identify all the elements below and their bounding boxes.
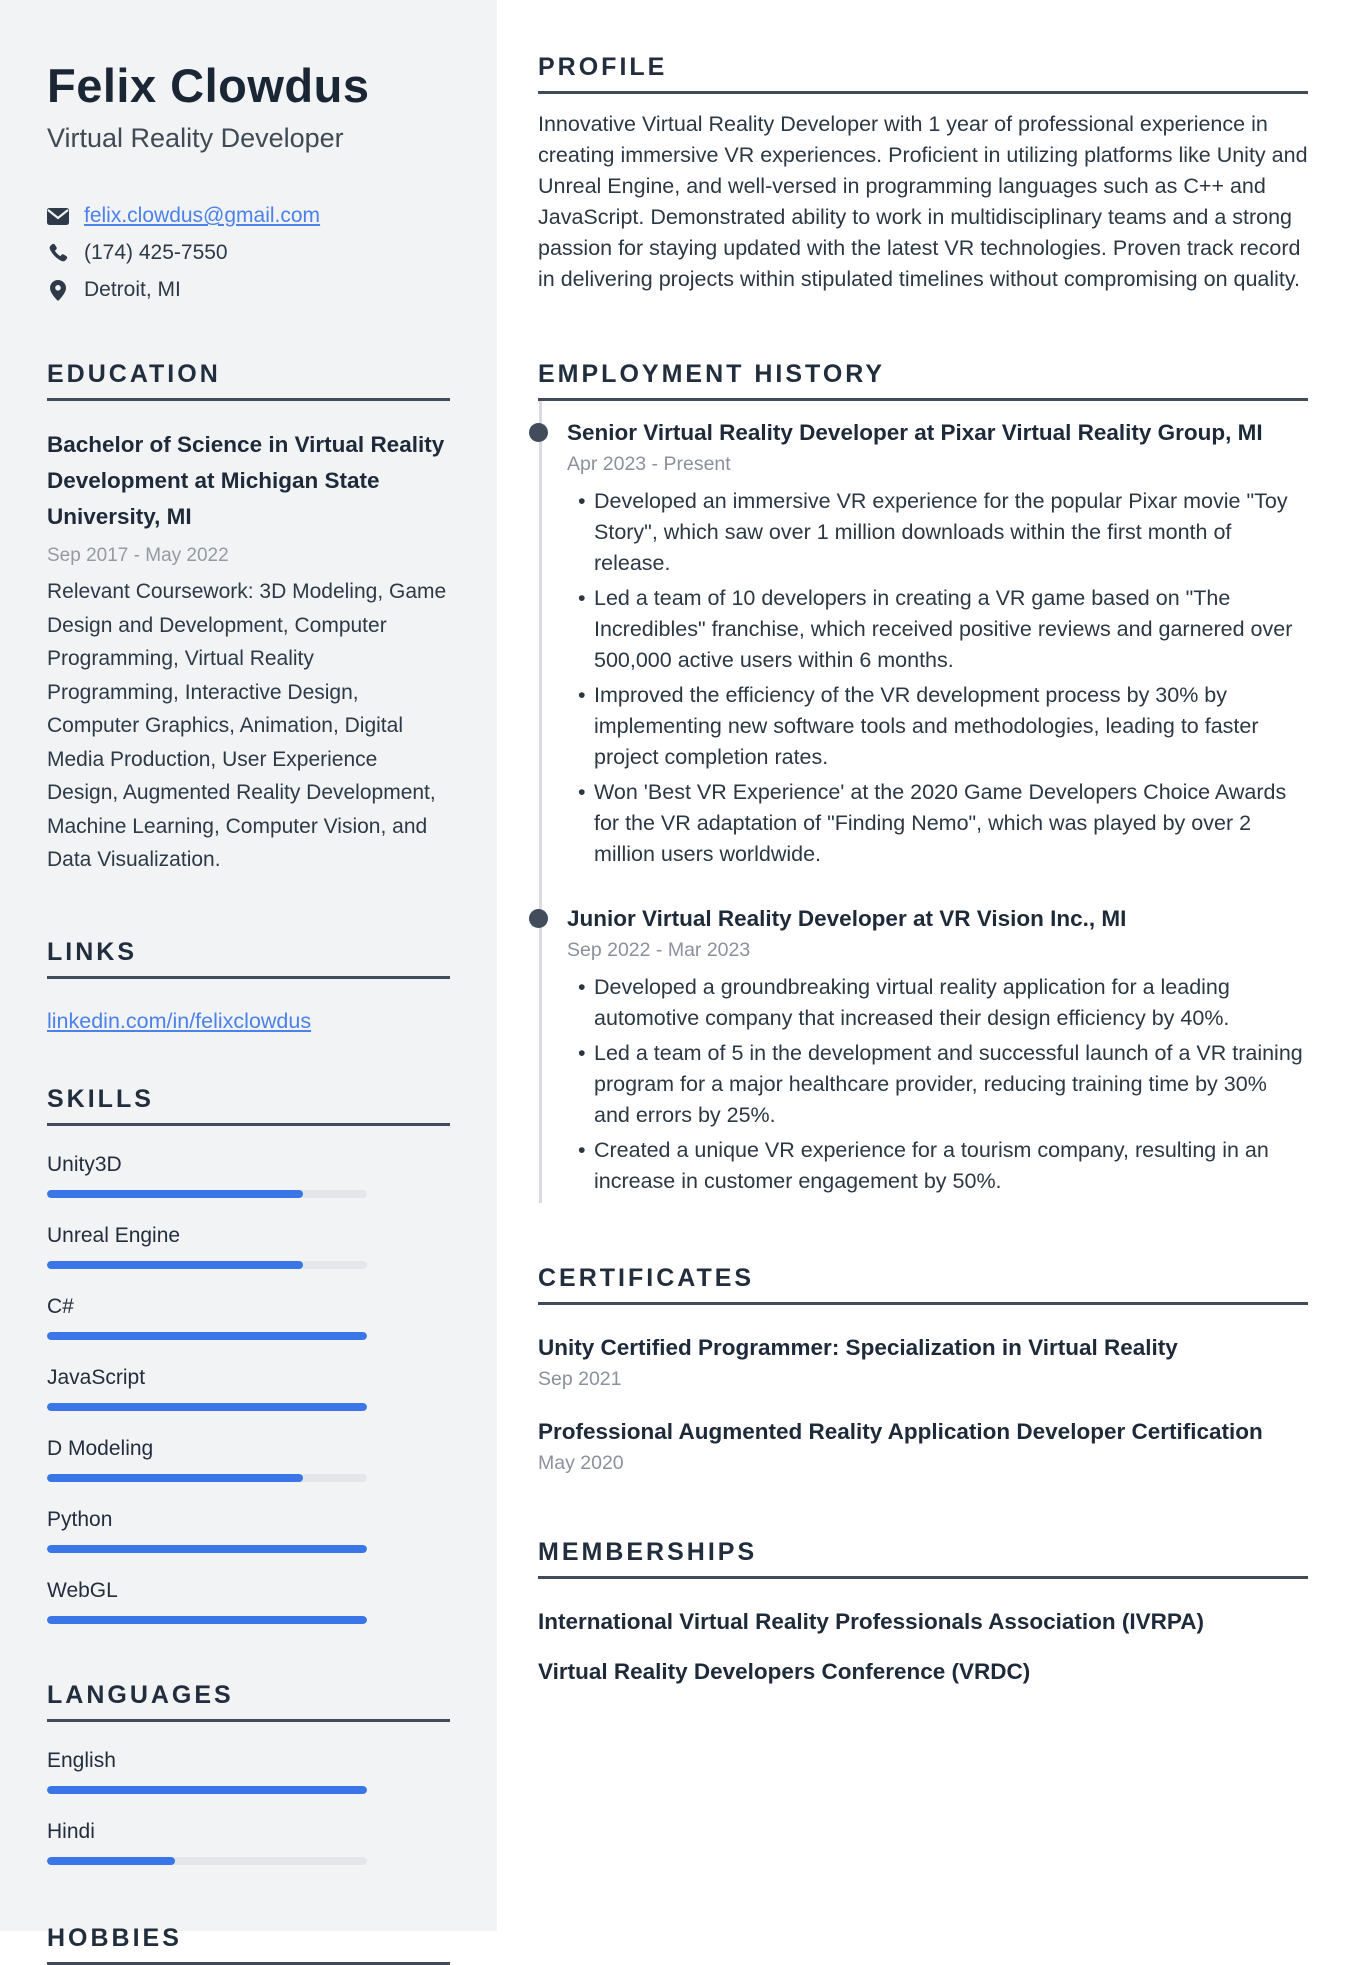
job-title: Junior Virtual Reality Developer at VR Vision Inc., MI <box>567 906 1127 931</box>
sidebar <box>0 0 497 1952</box>
job-bullet: • Led a team of 10 developers in creating a VR game based on "The Incredibles" franchise, which received positive reviews and garnered over 500,000 active users within 6 months. <box>567 583 1308 676</box>
job-bullet: • Led a team of 5 in the development and successful launch of a VR training program for a major healthcare provider, reducing training time by 30% and errors by 25%. <box>567 1038 1308 1131</box>
language-bar-track <box>47 1786 367 1794</box>
employment-section <box>538 359 1308 1203</box>
location-pin-icon <box>47 279 69 301</box>
certificate-title: Unity Certified Programmer: Specialization in Virtual Reality <box>538 1335 1178 1360</box>
contact-phone-row <box>47 241 450 265</box>
skill-bar-track <box>47 1545 367 1553</box>
employment-heading: EMPLOYMENT HISTORY <box>538 359 1308 401</box>
skill-bar-fill <box>47 1403 367 1411</box>
skill-label: D Modeling <box>47 1436 154 1460</box>
timeline-dot-icon <box>529 909 548 928</box>
job-bullet: • Developed a groundbreaking virtual reality application for a leading automotive company that increased their design efficiency by 40%. <box>567 972 1308 1034</box>
skill-bar-fill <box>47 1616 367 1624</box>
job-bullet: • Improved the efficiency of the VR development process by 30% by implementing new software tools and methodologies, leading to faster project completion rates. <box>567 680 1308 773</box>
phone-number: (174) 425-7550 <box>84 241 228 264</box>
job-title: Senior Virtual Reality Developer at Pixar Virtual Reality Group, MI <box>567 420 1263 445</box>
memberships-heading: MEMBERSHIPS <box>538 1537 1308 1579</box>
job-entry <box>567 904 1308 1197</box>
location-text: Detroit, MI <box>84 278 181 301</box>
hobbies-heading: HOBBIES <box>47 1923 450 1965</box>
job-dates: Apr 2023 - Present <box>567 453 731 475</box>
skill-bar-track <box>47 1261 367 1269</box>
skill-bar-track <box>47 1332 367 1340</box>
skill-bar-fill <box>47 1190 303 1198</box>
skill-bar-fill <box>47 1261 303 1269</box>
skill-label: Python <box>47 1507 113 1531</box>
profile-text: Innovative Virtual Reality Developer with 1 year of professional experience in creating immersive VR experiences. Proficient in utilizing platforms like Unity and Unreal Engine, and well-versed in programming languages such as C++ and JavaScript. Demonstrated ability to work in multidisciplinary teams and a strong passion for staying updated with the latest VR technologies. Proven track record in delivering projects within stipulated timelines without compromising on quality. <box>538 112 1308 291</box>
certificates-section <box>538 1263 1308 1475</box>
language-label: Hindi <box>47 1819 95 1843</box>
job-entry <box>567 418 1308 870</box>
email-icon <box>47 205 69 227</box>
skill-label: Unity3D <box>47 1152 122 1176</box>
contact-email-row <box>47 204 450 228</box>
certificate-entry <box>538 1333 1308 1391</box>
skill-label: WebGL <box>47 1578 118 1602</box>
job-bullet: • Won 'Best VR Experience' at the 2020 Game Developers Choice Awards for the VR adaptation of "Finding Nemo", which was played by over 2 million users worldwide. <box>567 777 1308 870</box>
person-job-title: Virtual Reality Developer <box>47 123 344 153</box>
membership-item: Virtual Reality Developers Conference (VRDC) <box>538 1659 1031 1684</box>
linkedin-link[interactable]: linkedin.com/in/felixclowdus <box>47 1008 312 1033</box>
phone-icon <box>47 242 69 264</box>
education-coursework: Relevant Coursework: 3D Modeling, Game Design and Development, Computer Programming, Virtual Reality Programming, Interactive Design, Computer Graphics, Animation, Digital Media Production, User Experience Design, Augmented Reality Development, Machine Learning, Computer Vision, and Data Visualization. <box>47 580 447 871</box>
memberships-section <box>538 1537 1308 1687</box>
person-name: Felix Clowdus <box>47 59 370 112</box>
language-bar-track <box>47 1857 367 1865</box>
timeline-dot-icon <box>529 423 548 442</box>
job-dates: Sep 2022 - Mar 2023 <box>567 939 751 961</box>
language-bar-fill <box>47 1857 175 1865</box>
employment-timeline <box>539 401 1308 1203</box>
certificate-date: Sep 2021 <box>538 1368 622 1390</box>
skill-label: JavaScript <box>47 1365 146 1389</box>
job-bullet: • Created a unique VR experience for a tourism company, resulting in an increase in customer engagement by 50%. <box>567 1135 1308 1197</box>
education-degree: Bachelor of Science in Virtual Reality Development at Michigan State University, MI <box>47 432 445 529</box>
language-bar-fill <box>47 1786 367 1794</box>
main-column <box>497 0 1366 1931</box>
contact-block <box>47 204 450 302</box>
email-link[interactable]: felix.clowdus@gmail.com <box>84 204 321 227</box>
skill-bar-track <box>47 1616 367 1624</box>
certificate-entry <box>538 1417 1308 1475</box>
languages-heading: LANGUAGES <box>47 1680 450 1722</box>
certificate-title: Professional Augmented Reality Application Developer Certification <box>538 1419 1263 1444</box>
skill-bar-fill <box>47 1332 367 1340</box>
education-heading: EDUCATION <box>47 359 450 401</box>
skills-heading: SKILLS <box>47 1084 450 1126</box>
skill-bar-track <box>47 1190 367 1198</box>
skill-bar-fill <box>47 1474 303 1482</box>
links-heading: LINKS <box>47 937 450 979</box>
skill-label: Unreal Engine <box>47 1223 181 1247</box>
skill-label: C# <box>47 1294 74 1318</box>
certificates-heading: CERTIFICATES <box>538 1263 1308 1305</box>
membership-item: International Virtual Reality Professionals Association (IVRPA) <box>538 1609 1204 1634</box>
job-bullet-list <box>567 972 1308 1197</box>
education-dates: Sep 2017 - May 2022 <box>47 545 229 566</box>
job-bullet-list <box>567 486 1308 870</box>
skill-bar-track <box>47 1474 367 1482</box>
job-bullet: • Developed an immersive VR experience for the popular Pixar movie "Toy Story", which saw over 1 million downloads within the first month of release. <box>567 486 1308 579</box>
profile-heading: PROFILE <box>538 52 1308 94</box>
certificate-date: May 2020 <box>538 1452 624 1474</box>
skill-bar-fill <box>47 1545 367 1553</box>
skill-bar-track <box>47 1403 367 1411</box>
profile-section <box>538 52 1308 295</box>
contact-location-row <box>47 278 450 302</box>
language-label: English <box>47 1748 116 1772</box>
